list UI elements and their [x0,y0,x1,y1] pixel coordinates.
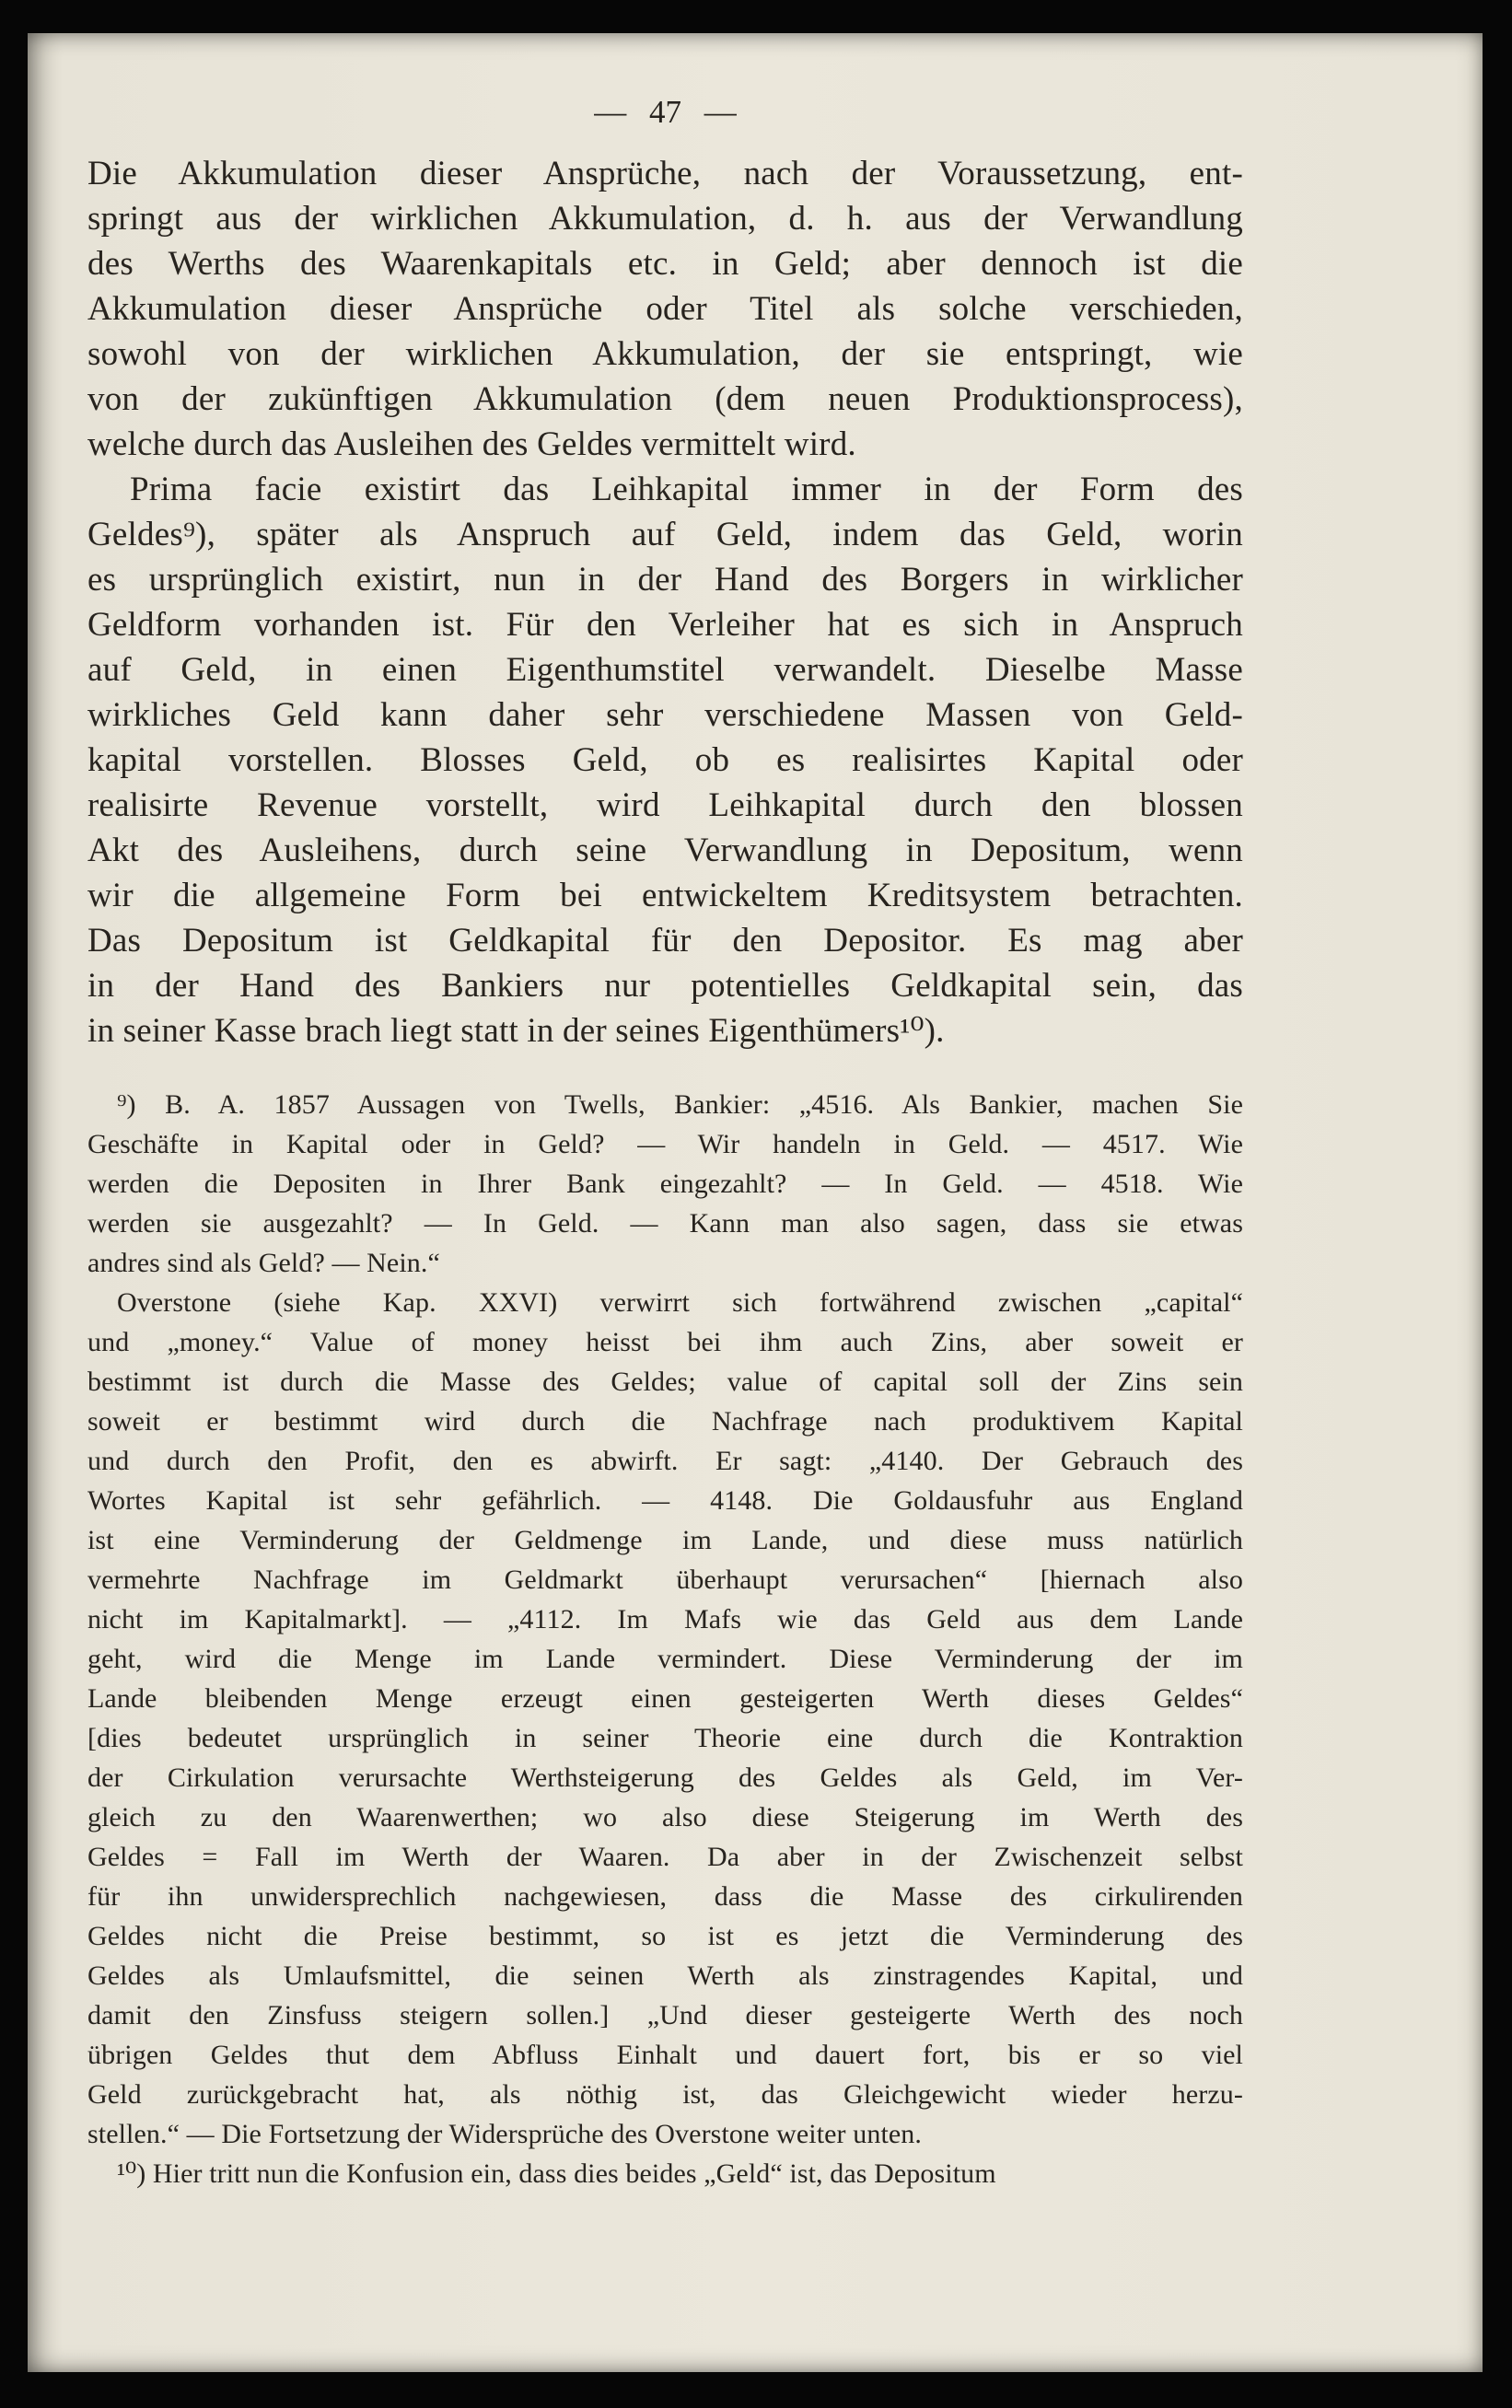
text-line: Geld zurückgebracht hat, als nöthig ist, das Gleichgewicht wieder herzu- [87,2079,1243,2110]
text-line: andres sind als Geld? — Nein.“ [87,1248,440,1278]
footnote-1 [87,1283,1243,2154]
text-line: bestimmt ist durch die Masse des Geldes; value of capital soll der Zins sein [87,1367,1243,1397]
text-line: werden die Depositen in Ihrer Bank eingezahlt? — In Geld. — 4518. Wie [87,1169,1243,1199]
text-line: springt aus der wirklichen Akkumulation, d. h. aus der Verwandlung [87,200,1243,238]
book-page [28,33,1483,2372]
footnote-2 [87,2154,1243,2193]
text-line: von der zukünftigen Akkumulation (dem neuen Produktionsprocess), [87,380,1243,418]
page-number: — 47 — [594,94,737,130]
text-line: [dies bedeutet ursprünglich in seiner Theorie eine durch die Kontraktion [87,1723,1243,1753]
text-line: Overstone (siehe Kap. XXVI) verwirrt sich fortwährend zwischen „capital“ [117,1287,1243,1318]
text-line: ⁹) B. A. 1857 Aussagen von Twells, Bankier: „4516. Als Bankier, machen Sie [117,1089,1243,1120]
text-line: in seiner Kasse brach liegt statt in der seines Eigenthümers¹⁰). [87,1012,945,1050]
text-line: übrigen Geldes thut dem Abfluss Einhalt und dauert fort, bis er so viel [87,2040,1243,2070]
text-line: stellen.“ — Die Fortsetzung der Widersprüche des Overstone weiter unten. [87,2119,922,2149]
text-line: Geldes als Umlaufsmittel, die seinen Werth als zinstragendes Kapital, und [87,1960,1243,1991]
text-line: damit den Zinsfuss steigern sollen.] „Und dieser gesteigerte Werth des noch [87,2000,1243,2030]
text-line: Geldes = Fall im Werth der Waaren. Da aber in der Zwischenzeit selbst [87,1842,1243,1872]
text-line: Lande bleibenden Menge erzeugt einen gesteigerten Werth dieses Geldes“ [87,1683,1243,1714]
text-line: Die Akkumulation dieser Ansprüche, nach der Voraussetzung, ent- [87,155,1243,192]
text-line: des Werths des Waarenkapitals etc. in Geld; aber dennoch ist die [87,245,1243,283]
text-line: und „money.“ Value of money heisst bei ihm auch Zins, aber soweit er [87,1327,1243,1357]
text-line: Geldes⁹), später als Anspruch auf Geld, indem das Geld, worin [87,516,1243,553]
text-line: der Cirkulation verursachte Werthsteigerung des Geldes als Geld, im Ver- [87,1762,1243,1793]
text-line: auf Geld, in einen Eigenthumstitel verwandelt. Dieselbe Masse [87,651,1243,689]
text-line: in der Hand des Bankiers nur potentielles Geldkapital sein, das [87,967,1243,1005]
text-line: kapital vorstellen. Blosses Geld, ob es realisirtes Kapital oder [87,741,1243,779]
text-line: Das Depositum ist Geldkapital für den Depositor. Es mag aber [87,922,1243,960]
text-line: vermehrte Nachfrage im Geldmarkt überhaupt verursachen“ [hiernach also [87,1565,1243,1595]
footnotes-block [87,1085,1243,2193]
text-line: wirkliches Geld kann daher sehr verschiedene Massen von Geld- [87,696,1243,734]
text-line: für ihn unwidersprechlich nachgewiesen, dass die Masse des cirkulirenden [87,1881,1243,1912]
text-line: Prima facie existirt das Leihkapital immer in der Form des [130,471,1243,508]
text-line: und durch den Profit, den es abwirft. Er sagt: „4140. Der Gebrauch des [87,1446,1243,1476]
paragraph-1 [87,467,1243,1053]
text-line: ¹⁰) Hier tritt nun die Konfusion ein, dass dies beides „Geld“ ist, das Depositum [117,2158,996,2189]
text-line: realisirte Revenue vorstellt, wird Leihkapital durch den blossen [87,786,1243,824]
text-line: Geschäfte in Kapital oder in Geld? — Wir handeln in Geld. — 4517. Wie [87,1129,1243,1159]
text-line: ist eine Verminderung der Geldmenge im Lande, und diese muss natürlich [87,1525,1243,1555]
text-line: gleich zu den Waarenwerthen; wo also diese Steigerung im Werth des [87,1802,1243,1832]
paragraph-0 [87,151,1243,467]
text-line: es ursprünglich existirt, nun in der Hand des Borgers in wirklicher [87,561,1243,599]
text-line: geht, wird die Menge im Lande vermindert. Diese Verminderung der im [87,1644,1243,1674]
text-line: Wortes Kapital ist sehr gefährlich. — 4148. Die Goldausfuhr aus England [87,1485,1243,1516]
text-line: nicht im Kapitalmarkt]. — „4112. Im Mafs wie das Geld aus dem Lande [87,1604,1243,1634]
text-line: welche durch das Ausleihen des Geldes vermittelt wird. [87,425,856,463]
text-line: Geldes nicht die Preise bestimmt, so ist es jetzt die Verminderung des [87,1921,1243,1951]
text-line: soweit er bestimmt wird durch die Nachfrage nach produktivem Kapital [87,1406,1243,1437]
text-line: sowohl von der wirklichen Akkumulation, der sie entspringt, wie [87,335,1243,373]
main-text-block [87,151,1243,1053]
text-column [87,151,1243,2193]
text-line: werden sie ausgezahlt? — In Geld. — Kann man also sagen, dass sie etwas [87,1208,1243,1239]
text-line: Geldform vorhanden ist. Für den Verleiher hat es sich in Anspruch [87,606,1243,644]
footnote-0 [87,1085,1243,1283]
text-line: Akt des Ausleihens, durch seine Verwandlung in Depositum, wenn [87,832,1243,869]
text-line: wir die allgemeine Form bei entwickeltem Kreditsystem betrachten. [87,877,1243,914]
text-line: Akkumulation dieser Ansprüche oder Titel als solche verschieden, [87,290,1243,328]
